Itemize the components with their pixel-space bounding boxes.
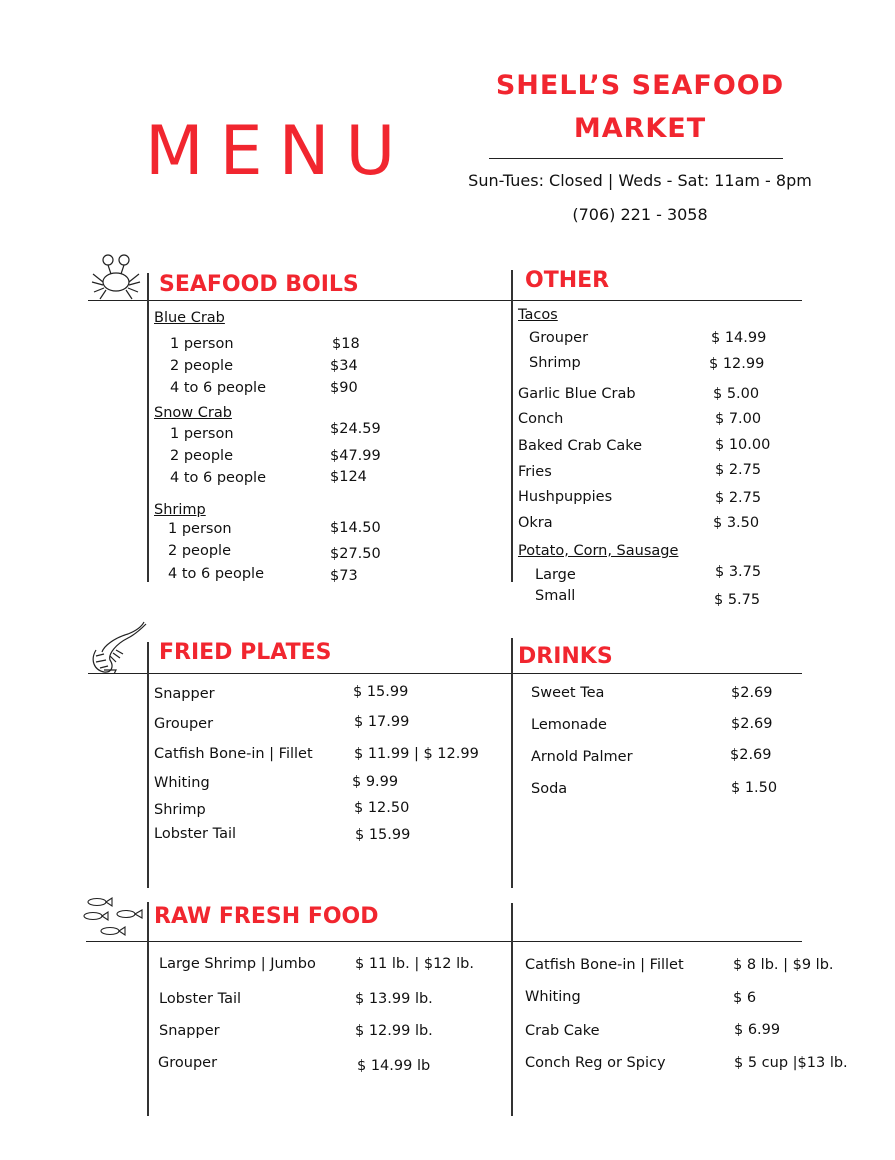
column-rule-middle [511,270,513,582]
item-price: $ 12.50 [354,800,410,816]
item-label: Shrimp [529,355,581,371]
section-title-other: OTHER [525,268,610,293]
item-price: $ 12.99 [709,356,765,372]
section-title-drinks: DRINKS [518,644,613,669]
item-label: Large [535,567,576,583]
section-title-seafood-boils: SEAFOOD BOILS [159,272,359,297]
item-label: Lobster Tail [159,991,242,1007]
item-label: 4 to 6 people [170,380,266,396]
fish-icon [82,896,146,938]
item-label: Crab Cake [525,1023,600,1039]
item-price: $ 14.99 lb [357,1058,431,1074]
item-price: $ 6.99 [734,1022,781,1038]
item-price: $2.69 [731,685,773,701]
group-title-shrimp: Shrimp [154,502,206,518]
item-label: Garlic Blue Crab [518,386,636,402]
item-label: Lobster Tail [154,826,237,842]
item-label: 2 people [170,448,233,464]
item-label: Baked Crab Cake [518,438,643,454]
item-price: $ 5.75 [714,592,761,608]
item-label: 1 person [168,521,232,537]
item-price: $ 3.50 [713,515,760,531]
item-price: $73 [330,568,358,584]
item-price: $ 2.75 [715,490,762,506]
item-label: Sweet Tea [531,685,605,701]
item-label: 2 people [170,358,233,374]
item-price: $ 5 cup |$13 lb. [734,1055,848,1071]
item-label: Catfish Bone-in | Fillet [525,957,684,973]
brand-name-line2: MARKET [573,113,707,144]
item-label: 4 to 6 people [170,470,266,486]
item-price: $18 [332,336,360,352]
group-title-tacos: Tacos [518,307,558,323]
item-label: Hushpuppies [518,489,613,505]
item-price: $ 15.99 [353,684,409,700]
item-label: 1 person [170,336,234,352]
item-price: $47.99 [330,448,381,464]
item-price: $2.69 [730,747,772,763]
item-price: $ 6 [733,990,757,1006]
item-label: 4 to 6 people [168,566,264,582]
item-price: $ 3.75 [715,564,762,580]
item-label: Small [535,588,576,604]
item-price: $ 10.00 [715,437,771,453]
column-rule-middle [511,903,513,1116]
group-title-potato-corn-sausage: Potato, Corn, Sausage [518,543,679,559]
item-price: $ 14.99 [711,330,767,346]
header-divider [489,158,783,159]
item-price: $ 11 lb. | $12 lb. [355,956,474,972]
section-title-raw-fresh-food: RAW FRESH FOOD [154,904,379,929]
item-price: $ 17.99 [354,714,410,730]
item-label: Snapper [159,1023,220,1039]
column-rule-left [147,273,149,582]
item-label: 2 people [168,543,231,559]
item-label: Large Shrimp | Jumbo [159,956,316,972]
item-price: $ 8 lb. | $9 lb. [733,957,834,973]
item-price: $124 [330,469,367,485]
menu-title: MENU [145,112,412,191]
item-label: Arnold Palmer [531,749,633,765]
item-label: Fries [518,464,552,480]
item-label: Snapper [154,686,215,702]
item-label: Grouper [158,1055,218,1071]
item-label: 1 person [170,426,234,442]
item-label: Grouper [529,330,589,346]
item-label: Okra [518,515,553,531]
shrimp-icon [86,620,148,674]
item-price: $ 12.99 lb. [355,1023,433,1039]
item-label: Whiting [154,775,210,791]
crab-icon [88,252,144,302]
item-label: Conch Reg or Spicy [525,1055,666,1071]
column-rule-left [147,642,149,888]
item-label: Catfish Bone-in | Fillet [154,746,313,762]
item-label: Conch [518,411,564,427]
business-hours: Sun-Tues: Closed | Weds - Sat: 11am - 8pm [468,171,812,190]
item-price: $14.50 [330,520,381,536]
item-price: $2.69 [731,716,773,732]
item-price: $90 [330,380,358,396]
item-price: $ 2.75 [715,462,762,478]
item-price: $ 5.00 [713,386,760,402]
item-label: Soda [531,781,568,797]
brand-name-line1: SHELL’S SEAFOOD [495,70,785,101]
item-label: Grouper [154,716,214,732]
item-price: $27.50 [330,546,381,562]
item-label: Whiting [525,989,581,1005]
item-price: $ 15.99 [355,827,411,843]
item-price: $34 [330,358,358,374]
item-price: $ 1.50 [731,780,778,796]
section-divider-bottom [86,941,802,942]
item-price: $ 7.00 [715,411,762,427]
section-divider-middle [88,673,802,674]
item-price: $24.59 [330,421,381,437]
group-title-snow-crab: Snow Crab [154,405,232,421]
column-rule-left [147,902,149,1116]
item-price: $ 9.99 [352,774,399,790]
item-price: $ 11.99 | $ 12.99 [354,746,479,762]
section-divider-top [88,300,802,301]
item-label: Shrimp [154,802,206,818]
column-rule-middle [511,638,513,888]
item-label: Lemonade [531,717,607,733]
group-title-blue-crab: Blue Crab [154,310,225,326]
item-price: $ 13.99 lb. [355,991,433,1007]
section-title-fried-plates: FRIED PLATES [159,640,332,665]
phone-number: (706) 221 - 3058 [572,205,708,224]
